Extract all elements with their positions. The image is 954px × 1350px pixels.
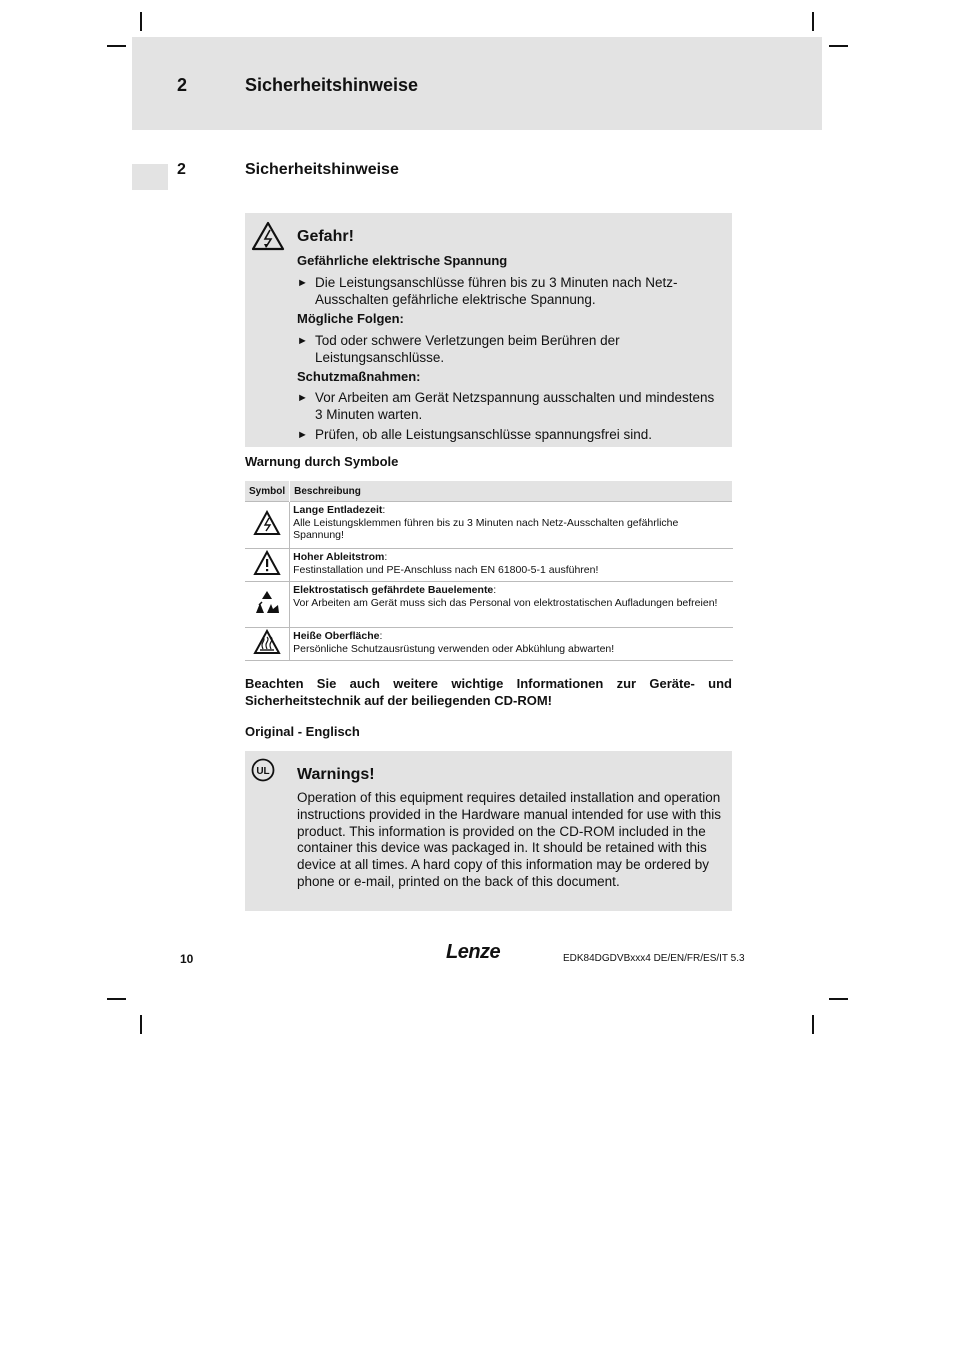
crop-mark [140,1015,142,1034]
symbols-title: Warnung durch Symbole [245,454,399,469]
crop-mark [829,998,848,1000]
table-header-row [245,481,733,502]
cd-rom-note: Beachten Sie auch weitere wichtige Informationen zur Geräte- und Sicherheitstechnik auf der beiliegenden CD-ROM! [245,676,732,708]
bullet-arrow-icon: ► [297,335,308,347]
symbol-title: Lange Entladezeit [293,504,383,516]
symbol-description: Alle Leistungsklemmen führen bis zu 3 Minuten nach Netz-Ausschalten gefährliche Spannung! [293,516,679,541]
column-header-description: Beschreibung [290,481,733,502]
danger-heading: Gefahr! [297,228,354,245]
page-number: 10 [180,952,194,966]
high-voltage-warning-icon [251,221,285,251]
section-number: 2 [177,161,186,178]
section-marker [132,164,168,190]
symbols-table [245,481,733,661]
table-row: Heiße Oberfläche: Persönliche Schutzausrüstung verwenden oder Abkühlung abwarten! [245,628,733,661]
symbol-title: Heiße Oberfläche [293,630,380,642]
crop-mark [812,12,814,31]
crop-mark [140,12,142,31]
consequences-label: Mögliche Folgen: [297,311,404,326]
danger-subtitle: Gefährliche elektrische Spannung [297,253,508,268]
measures-label: Schutzmaßnahmen: [297,369,421,384]
symbol-description: Persönliche Schutzausrüstung verwenden oder Abkühlung abwarten! [293,642,615,655]
table-row: Lange Entladezeit: Alle Leistungsklemmen führen bis zu 3 Minuten nach Netz-Ausschalten gefährliche Spannung! [245,502,733,549]
bullet-arrow-icon: ► [297,277,308,289]
symbol-title: Elektrostatisch gefährdete Bauelemente [293,584,494,596]
table-row: Hoher Ableitstrom: Festinstallation und PE-Anschluss nach EN 61800-5-1 ausführen! [245,549,733,582]
ul-body-text: Operation of this equipment requires detailed installation and operation instructions provided in the Hardware manual intended for use with this product. This information is provided on the CD-ROM included in the container this device was packaged in. It should be retained with this device at all times. A hard copy of this information may be ordered by phone or e-mail, printed on the back of this document. [297,790,721,889]
section-title: Sicherheitshinweise [245,161,399,178]
table-row: Elektrostatisch gefährdete Bauelemente: Vor Arbeiten am Gerät muss sich das Personal von elektrostatischen Aufladungen befreien! [245,582,733,628]
crop-mark [829,45,848,47]
esd-warning-icon [253,589,281,617]
crop-mark [107,998,126,1000]
bullet-arrow-icon: ► [297,429,308,441]
chapter-title: Sicherheitshinweise [245,75,419,95]
bullet-arrow-icon: ► [297,392,308,404]
svg-text:UL: UL [256,766,270,777]
lenze-logo: Lenze [446,941,501,963]
ul-mark-icon [251,758,275,782]
symbol-description: Vor Arbeiten am Gerät muss sich das Personal von elektrostatischen Aufladungen befreien! [293,596,718,609]
voltage-triangle-icon [253,510,281,536]
symbol-title: Hoher Ableitstrom [293,551,385,563]
symbol-description: Festinstallation und PE-Anschluss nach EN 61800-5-1 ausführen! [293,563,599,576]
hot-surface-triangle-icon [253,629,281,655]
ul-heading: Warnings! [297,766,375,783]
exclamation-triangle-icon [253,550,281,576]
chapter-header [132,37,822,130]
crop-mark [107,45,126,47]
original-language-label: Original - Englisch [245,724,360,739]
document-reference: EDK84DGDVBxxx4 DE/EN/FR/ES/IT 5.3 [563,953,745,964]
chapter-number: 2 [177,75,188,95]
column-header-symbol: Symbol [245,481,290,502]
crop-mark [812,1015,814,1034]
